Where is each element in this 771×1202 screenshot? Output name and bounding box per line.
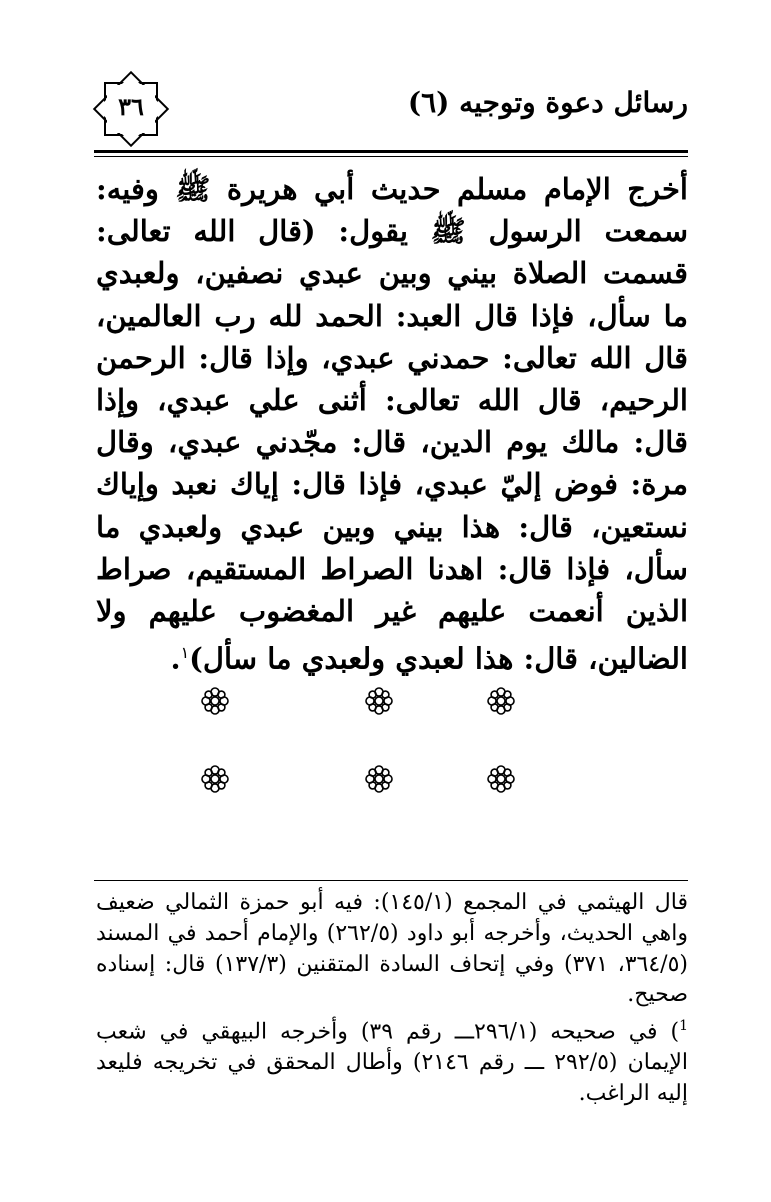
page-header: [88, 66, 688, 156]
page-number: ٣٦: [118, 92, 144, 121]
paragraph-text: أخرج الإمام مسلم حديث أبي هريرة ﷺ وفيه: سمعت الرسول ﷺ يقول: (قال الله تعالى: قسمت الصلاة بيني وبين عبدي نصفين، ولعبدي ما سأل، فإذا قال العبد: الحمد لله رب العالمين، قال الله تعالى: حمدني عبدي، وإذا قال: الرحمن الرحيم، قال الله تعالى: أثنى علي عبدي، وإذا قال: مالك يوم الدين، قال: مجّدني عبدي، وقال مرة: فوض إليّ عبدي، فإذا قال: إياك نعبد وإياك نستعين، قال: هذا بيني وبين عبدي ولعبدي ما سأل، فإذا قال: اهدنا الصراط المستقيم، صراط الذين أنعمت عليهم غير المغضوب عليهم ولا الضالين، قال: هذا لعبدي ولعبدي ما سأل): [96, 172, 688, 676]
flower-ornament-icon: [486, 686, 516, 716]
footnote-1: قال الهيثمي في المجمع (١٤٥/١): فيه أبو حمزة الثمالي ضعيف واهي الحديث، وأخرجه أبو داود (٢٦٢/٥) والإمام أحمد في المسند (٣٦٤/٥، ٣٧١) وفي إتحاف السادة المتقنين (١٣٧/٣) قال: إسناده صحيح.: [96, 890, 688, 1008]
header-rule-thick: [94, 150, 688, 153]
footnotes: [96, 888, 688, 1110]
ornament-divider: [200, 680, 580, 820]
flower-ornament-icon: [200, 686, 230, 716]
running-title: رسائل دعوة وتوجيه (٦): [407, 86, 688, 119]
footnote-reference: ١: [180, 643, 190, 663]
footnote-2-mark: 1: [679, 1018, 688, 1035]
flower-ornament-icon: [200, 764, 230, 794]
page-number-badge: [88, 66, 174, 152]
header-rule-thin: [94, 156, 688, 157]
flower-ornament-icon: [364, 686, 394, 716]
footnote-2-text: ) في صحيحه (٢٩٦/١ـــ رقم ٣٩) وأخرجه البيهقي في شعب الإيمان (٢٩٢/٥ ـــ رقم ٢١٤٦) وأطال المحقق في تخريجه فليعد إليه الراغب.: [96, 1019, 688, 1107]
paragraph-end-mark: .: [170, 641, 181, 676]
flower-ornament-icon: [486, 764, 516, 794]
main-paragraph: [96, 168, 688, 680]
footnote-separator: [94, 880, 688, 881]
flower-ornament-icon: [364, 764, 394, 794]
footnote-2: [96, 1011, 688, 1110]
